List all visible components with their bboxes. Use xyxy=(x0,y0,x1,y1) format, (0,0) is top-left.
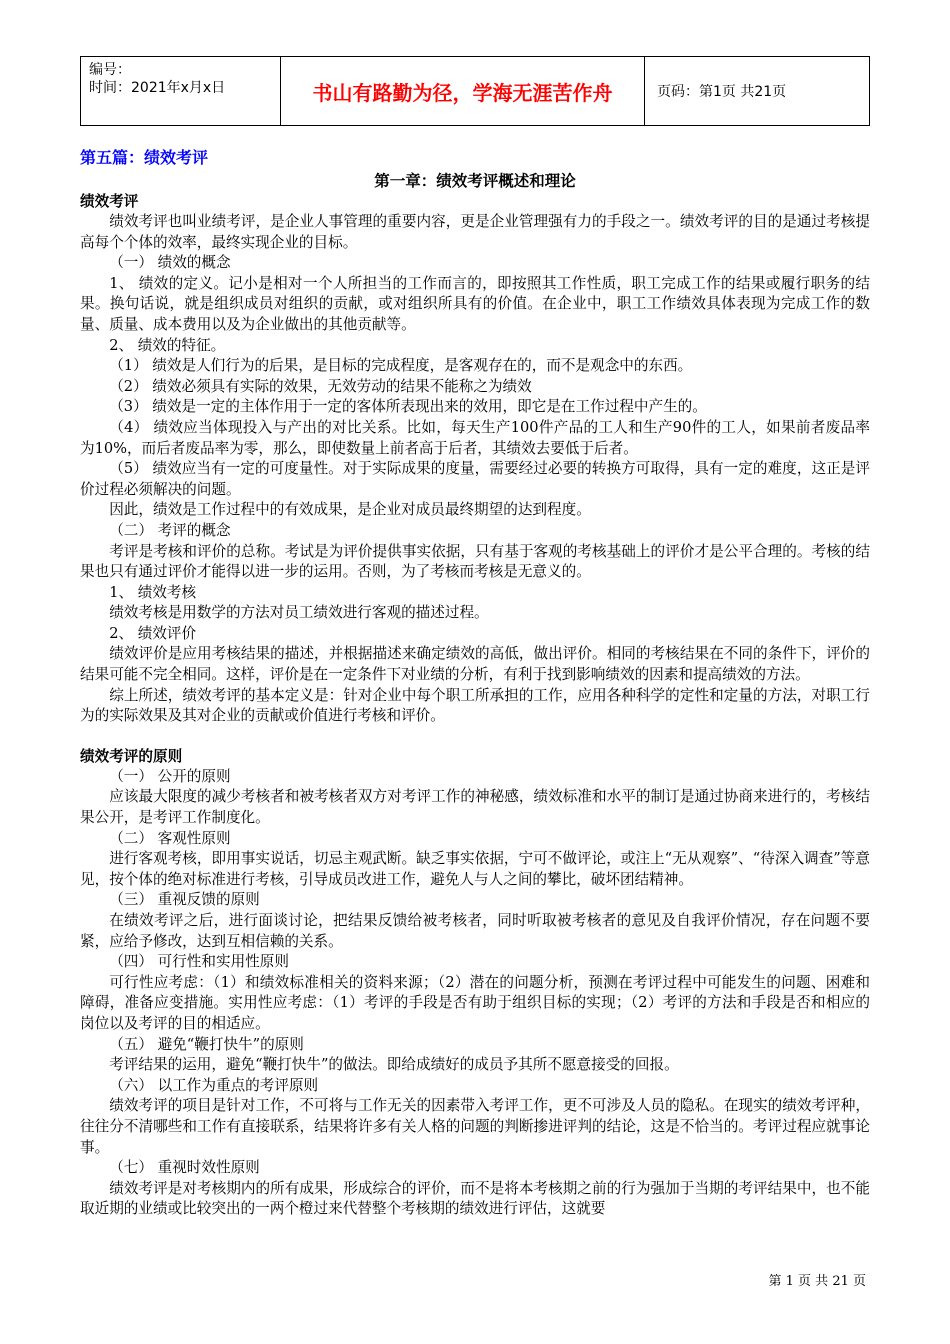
paragraph: 应该最大限度的减少考核者和被考核者双方对考评工作的神秘感，绩效标准和水平的制订是通过协商来进行的，考核结果公开，是考评工作制度化。 xyxy=(80,788,870,827)
chapter-title: 第一章：绩效考评概述和理论 xyxy=(374,172,576,190)
paragraph: 因此，绩效是工作过程中的有效成果，是企业对成员最终期望的达到程度。 xyxy=(109,501,591,519)
list-item: （5） 绩效应当有一定的可度量性。对于实际成果的度量，需要经过必要的转换方可取得，具有一定的难度，这正是评价过程必须解决的问题。 xyxy=(80,460,870,498)
subheading: （六） 以工作为重点的考评原则 xyxy=(109,1076,319,1094)
paragraph: 可行性应考虑：（1）和绩效标准相关的资料来源；（2）潜在的问题分析，预测在考评过程中可能发生的问题、困难和障碍，准备应变措施。实用性应考虑：（1）考评的手段是否有助于组织目标的实现；（2）考评的方法和手段是否和相应的岗位以及考评的目的相适应。 xyxy=(80,973,870,1032)
subheading: （一） 公开的原则 xyxy=(109,767,231,785)
paragraph: 绩效评价是应用考核结果的描述，并根据描述来确定绩效的高低，做出评价。相同的考核结果在不同的条件下，评价的结果可能不完全相同。这样，评价是在一定条件下对业绩的分析，有利于找到影响绩效的因素和提高绩效的方法。 xyxy=(80,645,870,684)
subheading: （二） 考评的概念 xyxy=(109,521,231,539)
header-motto: 书山有路勤为径，学海无涯苦作舟 xyxy=(281,57,645,125)
document-time-label: 时间：2021年x月x日 xyxy=(89,80,226,96)
section-title-performance-evaluation: 绩效考评 xyxy=(80,193,139,210)
subheading: （四） 可行性和实用性原则 xyxy=(109,953,289,971)
list-item: （4） 绩效应当体现投入与产出的对比关系。比如，每天生产100件产品的工人和生产90件的工人，如果前者废品率为10%，而后者废品率为零，那么，即使数量上前者高于后者，其绩效去要低于后者。 xyxy=(80,418,870,457)
paragraph: 绩效考评也叫业绩考评，是企业人事管理的重要内容，更是企业管理强有力的手段之一。绩效考评的目的是通过考核提高每个个体的效率，最终实现企业的目标。 xyxy=(80,213,870,251)
subheading: （一） 绩效的概念 xyxy=(109,254,231,272)
subheading: （三） 重视反馈的原则 xyxy=(109,891,260,909)
part-title: 第五篇：绩效考评 xyxy=(80,148,209,167)
section-title-principles: 绩效考评的原则 xyxy=(80,747,183,765)
paragraph: 考评是考核和评价的总称。考试是为评价提供事实依据，只有基于客观的考核基础上的评价才是公平合理的。考核的结果也只有通过评价才能得以进一步的运用。否则，为了考核而考核是无意义的。 xyxy=(80,542,870,581)
header-meta xyxy=(81,57,281,125)
paragraph: 1、 绩效的定义。记小是相对一个人所担当的工作而言的，即按照其工作性质，职工完成工作的结果或履行职务的结果。换句话说，就是组织成员对组织的贡献，或对组织所具有的价值。在企业中，职工工作绩效具体表现为完成工作的数量、质量、成本费用以及为企业做出的其他贡献等。 xyxy=(80,274,870,333)
list-item: （2） 绩效必须具有实际的效果，无效劳动的结果不能称之为绩效 xyxy=(109,377,532,395)
subheading: 2、 绩效的特征。 xyxy=(109,336,226,354)
paragraph: 综上所述，绩效考评的基本定义是：针对企业中每个职工所承担的工作，应用各种科学的定性和定量的方法，对职工行为的实际效果及其对企业的贡献或价值进行考核和评价。 xyxy=(80,686,870,725)
paragraph: 绩效考评是对考核期内的所有成果，形成综合的评价，而不是将本考核期之前的行为强加于当期的考评结果中，也不能取近期的业绩或比较突出的一两个橙过来代替整个考核期的绩效进行评估，这就要 xyxy=(80,1179,870,1218)
subheading: 2、 绩效评价 xyxy=(109,624,197,642)
paragraph: 绩效考评的项目是针对工作，不可将与工作无关的因素带入考评工作，更不可涉及人员的隐私。在现实的绩效考评种，往往分不清哪些和工作有直接联系，结果将许多有关人格的问题的判断掺进评判的结论，这是不恰当的。考评过程应就事论事。 xyxy=(80,1097,870,1156)
subheading: 1、 绩效考核 xyxy=(109,583,197,601)
document-number-label: 编号： xyxy=(89,62,131,78)
header-page-info: 页码：第1页 共21页 xyxy=(657,84,787,100)
list-item: （3） 绩效是一定的主体作用于一定的客体所表现出来的效用，即它是在工作过程中产生的。 xyxy=(109,398,707,416)
paragraph: 考评结果的运用，避免“鞭打快牛”的做法。即给成绩好的成员予其所不愿意接受的回报。 xyxy=(109,1056,679,1074)
subheading: （二） 客观性原则 xyxy=(109,829,231,847)
subheading: （五） 避免“鞭打快牛”的原则 xyxy=(109,1035,304,1053)
page-header xyxy=(80,56,870,126)
paragraph: 绩效考核是用数学的方法对员工绩效进行客观的描述过程。 xyxy=(109,604,489,622)
paragraph: 在绩效考评之后，进行面谈讨论，把结果反馈给被考核者，同时听取被考核者的意见及自我评价情况，存在问题不要紧，应给予修改，达到互相信赖的关系。 xyxy=(80,912,870,950)
subheading: （七） 重视时效性原则 xyxy=(109,1159,260,1177)
paragraph: 进行客观考核，即用事实说话，切忌主观武断。缺乏事实依据，宁可不做评论，或注上“无从观察”、“待深入调查”等意见，按个体的绝对标准进行考核，引导成员改进工作，避免人与人之间的攀比，破坏团结精神。 xyxy=(80,850,870,888)
document-body xyxy=(80,146,870,1220)
page-footer-number: 第 1 页 共 21 页 xyxy=(768,1274,866,1289)
list-item: （1） 绩效是人们行为的后果，是目标的完成程度，是客观存在的，而不是观念中的东西。 xyxy=(109,357,693,375)
